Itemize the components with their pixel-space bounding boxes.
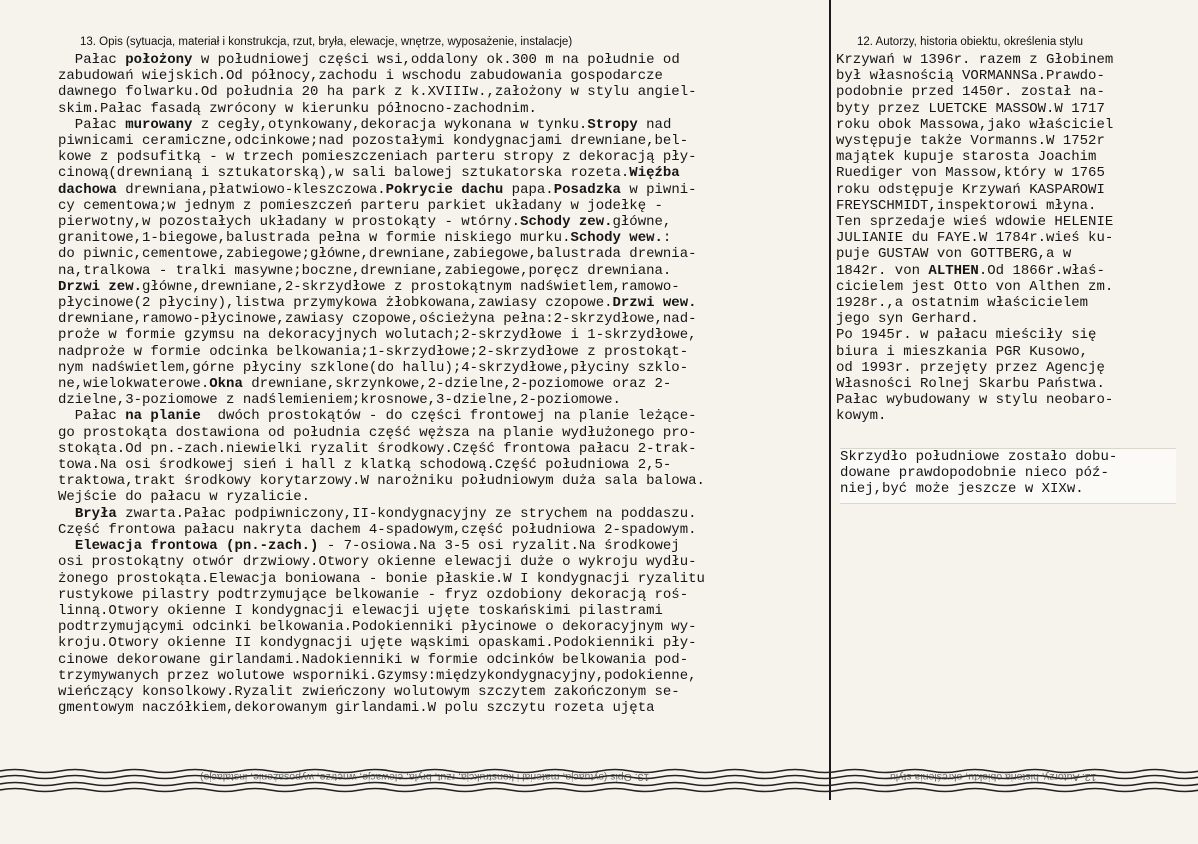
section-13-header: 13. Opis (sytuacja, materiał i konstrukcja, rzut, bryła, elewacje, wnętrze, wyposażenie, instalacje) [80, 36, 573, 48]
text-run: zwarta.Pałac podpiwniczony,II-kondygnacyjny ze strychem na poddaszu. [116, 505, 697, 522]
bold-term: Elewacja frontowa (pn.-zach.) [74, 538, 319, 555]
text-run: trzymywanych przez wolutowe wsporniki.Gzymsy:międzykondygnacyjny,podokienne, [58, 667, 697, 684]
history-text [836, 52, 1180, 425]
text-line [836, 263, 1180, 279]
text-run: proże w formie gzymsu na dekoracyjnych wolutach;2-skrzydłowe i 1-skrzydłowe, [58, 327, 697, 344]
text-run: Ruediger von Massow,który w 1765 [836, 165, 1105, 182]
text-run: piwnicami ceramiczne,odcinkowe;nad pozostałymi kondygnacjami drewniane,bel- [58, 133, 689, 150]
text-run: gmentowym naczółkiem,dekorowanym girlandami.W polu szczytu rozeta ujęta [58, 700, 655, 717]
column-divider [829, 0, 831, 800]
text-line [58, 571, 828, 587]
text-line [836, 84, 1180, 100]
text-line [58, 506, 828, 522]
text-run: byty przez LUETCKE MASSOW.W 1717 [836, 100, 1105, 117]
text-line [58, 165, 828, 181]
text-run: linną.Otwory okienne I kondygnacji elewacji ujęte toskańskimi pilastrami [58, 602, 663, 619]
text-line [58, 457, 828, 473]
text-run: granitowe,1-biegowe,balustrada pełna w formie niskiego murku. [58, 230, 571, 247]
bold-term: Schody wew. [570, 230, 663, 247]
text-run: biura i mieszkania PGR Kusowo, [836, 343, 1089, 360]
text-line [836, 279, 1180, 295]
text-line [836, 165, 1180, 181]
text-run: jego syn Gerhard. [836, 311, 979, 328]
bold-term: Więźba [629, 165, 680, 182]
text-run: rustykowe pilastry podtrzymujące belkowanie - fryz ozdobiony dekoracją roś- [58, 586, 689, 603]
bold-term: Drzwi wew. [612, 295, 697, 312]
text-line [58, 230, 828, 246]
text-line [58, 489, 828, 505]
text-run: go prostokąta dostawiona od południa część węższa na planie wydłużonego pro- [58, 424, 697, 441]
text-line [836, 360, 1180, 376]
text-run: Pałac [58, 52, 126, 68]
text-line [836, 246, 1180, 262]
text-run: od 1993r. przejęty przez Agencję [836, 359, 1105, 376]
text-line [58, 408, 828, 424]
text-run: podobnie przed 1450r. został na- [836, 84, 1105, 101]
text-line [58, 117, 828, 133]
text-line [58, 198, 828, 214]
text-run: kroju.Otwory okienne II kondygnacji ujęte wąskimi opaskami.Podokienniki pły- [58, 635, 697, 652]
text-line [58, 538, 828, 554]
text-line [58, 133, 828, 149]
text-run: występuje także Vormanns.W 1752r [836, 133, 1105, 150]
text-run: towa.Na osi środkowej sień i hall z klatką schodową.Część południowa 2,5- [58, 457, 672, 474]
text-line [58, 214, 828, 230]
note-line: niej,być może jeszcze w XIXw. [840, 481, 1084, 498]
text-line [58, 360, 828, 376]
text-run: żonego prostokąta.Elewacja boniowana - bonie płaskie.W I kondygnacji ryzalitu [58, 570, 705, 587]
bold-term: położony [125, 52, 193, 68]
text-run: kowym. [836, 408, 887, 425]
text-run: Krzywań w 1396r. razem z Głobinem [836, 52, 1114, 68]
text-run: roku obok Massowa,jako właściciel [836, 116, 1114, 133]
text-run: cicielem jest Otto von Althen zm. [836, 278, 1114, 295]
section-12-header: 12. Autorzy, historia obiektu, określenia stylu [857, 36, 1084, 48]
bold-term: murowany [125, 116, 193, 133]
text-run: nad [637, 116, 672, 133]
text-run: drewniane,skrzynkowe,2-dzielne,2-poziomowe oraz 2- [242, 376, 672, 393]
bold-term: ALTHEN [928, 262, 979, 279]
text-line [58, 68, 828, 84]
text-run: dzielne,3-poziomowe z nadślemieniem;krosnowe,3-dzielne,2-poziomowe. [58, 392, 621, 409]
text-run: Pałac [58, 116, 126, 133]
text-line [836, 214, 1180, 230]
text-run [58, 506, 75, 522]
note-line: dowane prawdopodobnie nieco póź- [840, 465, 1109, 482]
text-line [836, 68, 1180, 84]
text-run: osi prostokątny otwór drzwiowy.Otwory okienne elewacji duże o wykroju wydłu- [58, 554, 697, 571]
bold-term: na planie [125, 408, 201, 425]
text-line [836, 52, 1180, 68]
text-run: roku odstępuje Krzywań KASPAROWI [836, 181, 1105, 198]
text-line [58, 668, 828, 684]
text-line [836, 376, 1180, 392]
text-run: 1842r. von [836, 262, 929, 279]
text-line [836, 117, 1180, 133]
text-line [58, 554, 828, 570]
text-line [58, 441, 828, 457]
text-line [58, 295, 828, 311]
text-line [58, 522, 828, 538]
text-run: płycinowe(2 płyciny),listwa przymykowa żłobkowana,zawiasy czopowe. [58, 295, 613, 312]
text-run: Część frontowa pałacu nakryta dachem 4-spadowym,część południowa 2-spadowym. [58, 521, 697, 538]
text-run: podtrzymującymi odcinki belkowania.Podokienniki płycinowe o dekoracyjnym wy- [58, 619, 697, 636]
text-run: Ten sprzedaje wieś wdowie HELENIE [836, 214, 1114, 231]
text-line [836, 295, 1180, 311]
text-line [58, 619, 828, 635]
text-line [836, 198, 1180, 214]
text-run: główne, [612, 214, 672, 231]
note-line: Skrzydło południowe zostało dobu- [840, 449, 1118, 465]
text-run: zabudowań wiejskich.Od północy,zachodu i wschodu zabudowania gospodarcze [58, 68, 663, 85]
bold-term: Bryła [74, 505, 117, 522]
text-line [58, 635, 828, 651]
text-run: w piwni- [620, 181, 697, 198]
text-line [58, 327, 828, 343]
text-run: wieńczący konsolkowy.Ryzalit zwieńczony wolutowym szczytem zakończonym se- [58, 683, 680, 700]
text-line [58, 344, 828, 360]
bold-term: Stropy [587, 116, 638, 133]
text-line [836, 182, 1180, 198]
mirrored-footer-right: 12. Autorzy, historia obiektu, określenia stylu [890, 771, 1097, 783]
text-run: był własnością VORMANNSa.Prawdo- [836, 68, 1105, 85]
text-line [58, 700, 828, 716]
text-run: dwóch prostokątów - do części frontowej na planie leżące- [200, 408, 697, 425]
text-run: Własności Rolnej Skarbu Państwa. [836, 376, 1105, 393]
text-line [58, 279, 828, 295]
text-line [58, 263, 828, 279]
text-run: do piwnic,cementowe,zabiegowe;główne,drewniane,zabiegowe,balustrada drewnia- [58, 246, 697, 263]
text-line [836, 133, 1180, 149]
text-line [58, 587, 828, 603]
text-run: majątek kupuje starosta Joachim [836, 149, 1097, 166]
text-line [836, 392, 1180, 408]
text-line [836, 311, 1180, 327]
text-line [58, 392, 828, 408]
text-run: pierwotny,w pozostałych układany w prostokąty - wtórny. [58, 214, 521, 231]
text-run: cy cementowa;w jednym z pomieszczeń parteru parkiet układany w jodełkę - [58, 197, 663, 214]
text-run: drewniana,płatwiowo-kleszczowa. [116, 181, 386, 198]
text-run: Wejście do pałacu w ryzalicie. [58, 489, 311, 506]
text-line [836, 149, 1180, 165]
text-line [58, 101, 828, 117]
text-line [836, 230, 1180, 246]
text-run: skim.Pałac fasadą zwrócony w kierunku północno-zachodnim. [58, 100, 537, 117]
text-run: drewniane,ramowo-płycinowe,zawiasy czopowe,ościeżyna pełna:2-skrzydłowe,nad- [58, 311, 697, 328]
text-run: kowe z podsufitką - w trzech pomieszczeniach parteru stropy z dekoracją pły- [58, 149, 697, 166]
text-line [58, 603, 828, 619]
text-run: Pałac [58, 408, 126, 425]
text-line [836, 344, 1180, 360]
text-run: Po 1945r. w pałacu mieściły się [836, 327, 1097, 344]
text-line [58, 149, 828, 165]
text-run: główne,drewniane,2-skrzydłowe z prostokątnym nadświetlem,ramowo- [142, 278, 680, 295]
text-run: 1928r.,a ostatnim właścicielem [836, 295, 1089, 312]
text-run: : [662, 230, 672, 247]
mirrored-footer-left: 13. Opis (sytuacja, materiał i konstrukcja, rzut, bryła, elewacje, wnętrze, wyposażenie, instalacje) [200, 771, 650, 783]
text-run: - 7-osiowa.Na 3-5 osi ryzalit.Na środkowej [318, 538, 680, 555]
text-run: Pałac wybudowany w stylu neobaro- [836, 392, 1114, 409]
text-line [58, 52, 828, 68]
text-run [58, 538, 75, 554]
text-run: ne,wielokwaterowe. [58, 376, 210, 393]
text-run: stokąta.Od pn.-zach.niewielki ryzalit środkowy.Część frontowa pałacu 2-trak- [58, 440, 697, 457]
text-run: papa. [503, 181, 554, 198]
text-run: traktowa,trakt środkowy korytarzowy.W narożniku południowym duża sala balowa. [58, 473, 705, 490]
bold-term: Posadzka [553, 181, 621, 198]
text-run: puje GUSTAW von GOTTBERG,a w [836, 246, 1072, 263]
bold-term: Drzwi zew. [58, 278, 143, 295]
text-line [58, 84, 828, 100]
text-run: JULIANIE du FAYE.W 1784r.wieś ku- [836, 230, 1114, 247]
text-line [836, 327, 1180, 343]
text-line [58, 473, 828, 489]
text-line [836, 408, 1180, 424]
text-line [58, 652, 828, 668]
note-box [840, 448, 1176, 504]
text-run: cinowe dekorowane girlandami.Nadokienniki w formie odcinków belkowania pod- [58, 651, 689, 668]
bold-term: dachowa [58, 181, 117, 198]
bold-term: Schody zew. [520, 214, 613, 231]
text-run: nym nadświetlem,górne płyciny szklone(do hallu);4-skrzydłowe,płyciny szklo- [58, 359, 689, 376]
bold-term: Pokrycie dachu [385, 181, 504, 198]
text-line [58, 182, 828, 198]
text-line [836, 101, 1180, 117]
text-run: dawnego folwarku.Od południa 20 ha park z k.XVIIIw.,założony w stylu angiel- [58, 84, 697, 101]
text-line [58, 311, 828, 327]
text-line [58, 246, 828, 262]
text-run: .Od 1866r.właś- [978, 262, 1105, 279]
bold-term: Okna [209, 376, 243, 393]
text-run: w południowej części wsi,oddalony ok.300 m na południe od [192, 52, 680, 68]
text-line [58, 425, 828, 441]
text-line [58, 376, 828, 392]
text-line [58, 684, 828, 700]
text-run: z cegły,otynkowany,dekoracja wykonana w tynku. [192, 116, 588, 133]
description-text [58, 52, 828, 716]
text-run: na,tralkowa - tralki masywne;boczne,drewniane,zabiegowe,poręcz drewniana. [58, 262, 672, 279]
text-run: nadproże w formie odcinka belkowania;1-skrzydłowe;2-skrzydłowe z prostokąt- [58, 343, 689, 360]
text-run: cinową(drewnianą i sztukatorską),w sali balowej sztukatorska rozeta. [58, 165, 630, 182]
text-run: FREYSCHMIDT,inspektorowi młyna. [836, 197, 1097, 214]
